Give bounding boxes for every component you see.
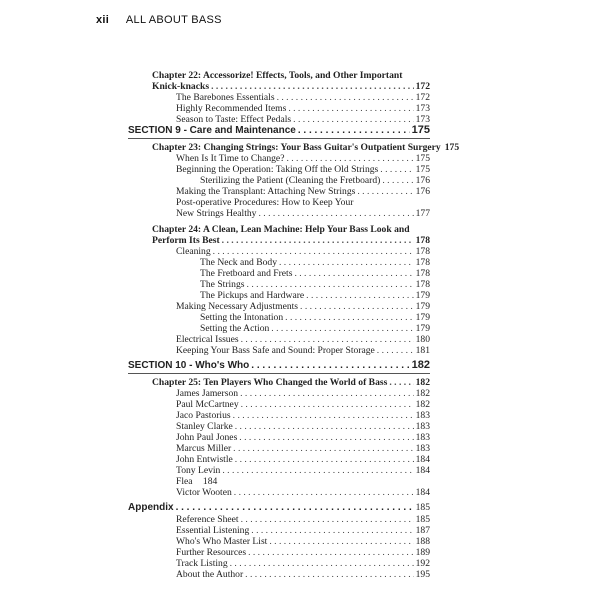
toc-entry[interactable]: When Is It Time to Change? . . . 175	[176, 153, 430, 164]
toc-entry[interactable]: Tony Levin . . . 184	[176, 465, 430, 476]
toc-entry[interactable]: Essential Listening . . . 187	[176, 525, 430, 536]
toc-entry[interactable]: Beginning the Operation: Taking Off the Old Strings . . . 175	[176, 164, 430, 175]
toc-entry[interactable]: Making the Transplant: Attaching New Strings . . . 176	[176, 186, 430, 197]
chapter-23-entry[interactable]: Chapter 23: Changing Strings: Your Bass Guitar's Outpatient Surgery 175	[152, 142, 460, 153]
section-divider	[128, 138, 430, 139]
toc-entry[interactable]: New Strings Healthy . . . 177	[176, 208, 430, 219]
chapter-22-title: Chapter 22: Accessorize! Effects, Tools, and Other Important	[152, 70, 403, 81]
toc-entry[interactable]: John Paul Jones . . . 183	[176, 432, 430, 443]
toc-entry[interactable]: Marcus Miller . . . 183	[176, 443, 430, 454]
toc-entry[interactable]: The Strings . . . 178	[200, 279, 430, 290]
toc-entry[interactable]: Keeping Your Bass Safe and Sound: Proper Storage . . . 181	[176, 345, 430, 356]
toc-entry[interactable]: The Barebones Essentials . . . 172	[176, 92, 430, 103]
toc-entry[interactable]: Setting the Action . . . 179	[200, 323, 430, 334]
chapter-24-entry[interactable]: Perform Its Best . . . 178	[152, 235, 430, 246]
book-title: ALL ABOUT BASS	[125, 14, 222, 26]
toc-entry[interactable]: Sterilizing the Patient (Cleaning the Fretboard) . . . 176	[200, 175, 430, 186]
section-10-heading[interactable]: SECTION 10 - Who's Who . . . 182	[128, 359, 430, 372]
chapter-24-title: Chapter 24: A Clean, Lean Machine: Help Your Bass Look and	[152, 224, 410, 235]
toc-entry[interactable]: Setting the Intonation . . . 179	[200, 312, 430, 323]
toc-entry[interactable]: Reference Sheet . . . 185	[176, 514, 430, 525]
toc-entry[interactable]: Flea 184	[176, 476, 218, 487]
toc-entry-line: Post-operative Procedures: How to Keep Your	[176, 197, 354, 208]
appendix-heading[interactable]: Appendix . . . 185	[128, 501, 430, 514]
toc-entry[interactable]: The Neck and Body . . . 178	[200, 257, 430, 268]
toc-entry[interactable]: Season to Taste: Effect Pedals . . . 173	[176, 114, 430, 125]
toc-entry[interactable]: Cleaning . . . 178	[176, 246, 430, 257]
toc-entry[interactable]: The Fretboard and Frets . . . 178	[200, 268, 430, 279]
chapter-25-entry[interactable]: Chapter 25: Ten Players Who Changed the World of Bass . . . 182	[152, 377, 430, 388]
toc-entry[interactable]: Jaco Pastorius . . . 183	[176, 410, 430, 421]
chapter-22-entry[interactable]: Knick-knacks . . . 172	[152, 81, 430, 92]
toc-entry[interactable]: Further Resources . . . 189	[176, 547, 430, 558]
section-divider	[128, 373, 430, 374]
toc-entry[interactable]: Highly Recommended Items . . . 173	[176, 103, 430, 114]
toc-entry[interactable]: Stanley Clarke . . . 183	[176, 421, 430, 432]
toc-entry[interactable]: About the Author . . . 195	[176, 569, 430, 580]
toc-entry[interactable]: John Entwistle . . . 184	[176, 454, 430, 465]
toc-entry[interactable]: Paul McCartney . . . 182	[176, 399, 430, 410]
toc-entry[interactable]: James Jamerson . . . 182	[176, 388, 430, 399]
toc-entry[interactable]: Victor Wooten . . . 184	[176, 487, 430, 498]
page-number: xii	[96, 14, 110, 26]
toc-entry[interactable]: Electrical Issues . . . 180	[176, 334, 430, 345]
toc-entry[interactable]: Making Necessary Adjustments . . . 179	[176, 301, 430, 312]
section-9-heading[interactable]: SECTION 9 - Care and Maintenance . . . 175	[128, 124, 430, 137]
toc-entry[interactable]: Track Listing . . . 192	[176, 558, 430, 569]
toc-entry[interactable]: Who's Who Master List . . . 188	[176, 536, 430, 547]
toc-entry[interactable]: The Pickups and Hardware . . . 179	[200, 290, 430, 301]
